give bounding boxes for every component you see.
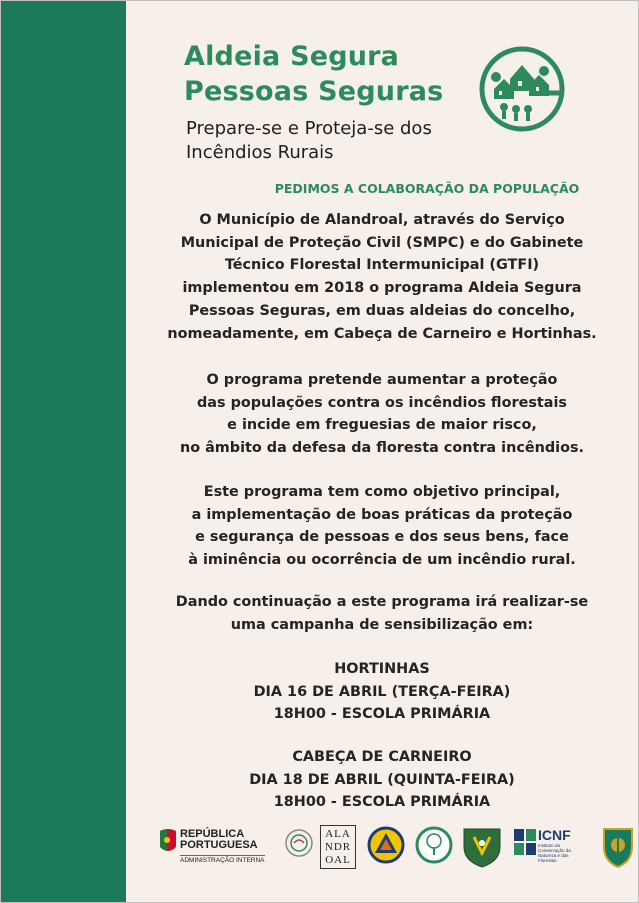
paragraph-4 (126, 591, 638, 636)
title-line-1: Aldeia Segura (184, 41, 400, 72)
paragraph-1 (126, 209, 638, 345)
event-place: HORTINHAS (334, 661, 430, 677)
alandroal-line-1: ALA (325, 828, 351, 840)
event-time: 18H00 - ESCOLA PRIMÁRIA (273, 706, 491, 723)
event-time: 18H00 - ESCOLA PRIMÁRIA (273, 794, 491, 811)
paragraph-line: nomeadamente, em Cabeça de Carneiro e Hortinhas. (167, 325, 597, 342)
paragraph-line: implementou em 2018 o programa Aldeia Segura (182, 280, 582, 297)
civil-protection-badge-icon (366, 823, 406, 871)
paragraph-line: Este programa tem como objetivo principal, (203, 484, 561, 500)
paragraph-line: Pessoas Seguras, em duas aldeias do concelho, (188, 302, 576, 319)
event-date: DIA 18 DE ABRIL (QUINTA-FEIRA) (249, 771, 515, 788)
paragraph-3 (126, 481, 638, 572)
event-cabeca-de-carneiro (126, 746, 638, 814)
paragraph-line: e incide em freguesias de maior risco, (227, 417, 537, 434)
icnf-mark-icon (514, 829, 536, 855)
republica-flag-icon (158, 827, 178, 857)
forest-guard-shield-logo-icon (600, 823, 636, 871)
poster-content (126, 1, 638, 902)
paragraph-line: O programa pretende aumentar a proteção (206, 372, 558, 388)
subtitle (186, 117, 486, 165)
paragraph-line: Dando continuação a este programa irá realizar-se (175, 594, 589, 610)
subtitle-line-1: Prepare-se e Proteja-se dos (186, 118, 432, 139)
icnf-subtitle: Instituto da Conservação da Natureza e das Florestas (538, 843, 571, 863)
paragraph-line: O Município de Alandroal, através do Serviço (199, 212, 565, 228)
paragraph-line: no âmbito da defesa da floresta contra incêndios. (179, 440, 585, 457)
republica-line-2: PORTUGUESA (180, 839, 258, 851)
alandroal-line-3: OAL (325, 854, 351, 866)
subtitle-line-2: Incêndios Rurais (186, 142, 334, 163)
icnf-label: ICNF (538, 827, 571, 843)
paragraph-line: Municipal de Proteção Civil (SMPC) e do Gabinete (180, 234, 584, 251)
paragraph-line: a implementação de boas práticas da proteção (191, 506, 573, 523)
republica-portuguesa-logo (158, 823, 278, 871)
tree-circle-logo-icon (414, 823, 454, 871)
village-logo-icon (474, 41, 570, 137)
partner-logos (154, 823, 639, 875)
paragraph-line: à iminência ou ocorrência de um incêndio rural. (188, 552, 576, 569)
event-hortinhas (126, 658, 638, 726)
alandroal-line-2: NDR (324, 841, 352, 853)
alandroal-logo (320, 825, 356, 869)
paragraph-line: uma campanha de sensibilização em: (230, 616, 534, 633)
event-date: DIA 16 DE ABRIL (TERÇA-FEIRA) (253, 683, 511, 700)
protecao-civil-circle-logo-icon (284, 823, 314, 871)
paragraph-line: e segurança de pessoas e dos seus bens, face (195, 529, 569, 546)
paragraph-line: Técnico Florestal Intermunicipal (GTFI) (224, 257, 540, 274)
icnf-logo (514, 823, 586, 871)
green-side-stripe (1, 1, 126, 902)
gnr-shield-logo-icon (462, 823, 502, 871)
republica-line-1: REPÚBLICA (180, 828, 245, 840)
title-line-2: Pessoas Seguras (184, 76, 444, 107)
collaboration-request: PEDIMOS A COLABORAÇÃO DA POPULAÇÃO (274, 181, 580, 196)
paragraph-2 (126, 369, 638, 460)
event-place: CABEÇA DE CARNEIRO (292, 749, 472, 765)
paragraph-line: das populações contra os incêndios florestais (196, 394, 567, 411)
republica-subtitle: ADMINISTRAÇÃO INTERNA (180, 857, 265, 864)
